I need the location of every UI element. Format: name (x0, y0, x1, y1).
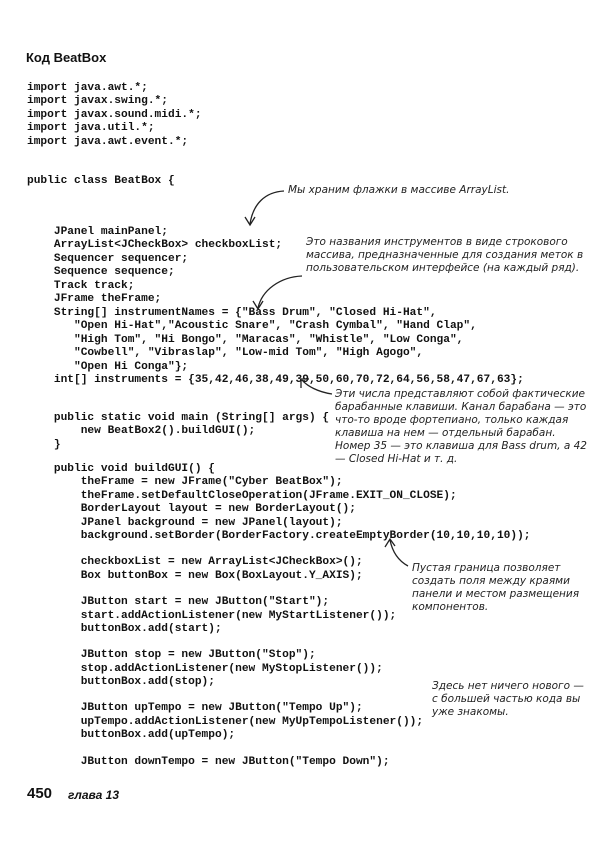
arrow-icon (253, 276, 302, 309)
code-line: import java.awt.event.*; (27, 135, 189, 148)
class-decl: public class BeatBox { (27, 175, 175, 187)
code-line: String[] instrumentNames = {"Bass Drum", "Closed Hi-Hat", (27, 307, 437, 319)
code-line: "High Tom", "Hi Bongo", "Maracas", "Whistle", "Low Conga", (27, 333, 464, 346)
code-line: Sequencer sequencer; (27, 252, 189, 265)
code-line: theFrame.setDefaultCloseOperation(JFrame.EXIT_ON_CLOSE); (27, 489, 457, 502)
code-line: Box buttonBox = new Box(BoxLayout.Y_AXIS); (27, 569, 363, 582)
code-line: theFrame = new JFrame("Cyber BeatBox"); (27, 476, 343, 489)
code-line: JPanel background = new JPanel(layout); (27, 516, 343, 529)
code-line: Track track; (27, 279, 135, 292)
annotation-drum-keys: Эти числа представляют собой фактические барабанные клавиши. Канал барабана — это что-то вроде фортепиано, только каждая клавиша на нем — отдельный барабан. Номер 35 — это клавиша для Bass drum, а 42 — Closed Hi-Hat и т. д. (335, 388, 587, 465)
code-line: JFrame theFrame; (27, 292, 162, 305)
code-line: "Open Hi-Hat","Acoustic Snare", "Crash Cymbal", "Hand Clap", (27, 320, 477, 333)
code-line: public void buildGUI() { (27, 463, 215, 475)
code-line: } (27, 438, 61, 451)
arrow-icon (245, 191, 284, 225)
code-line: int[] instruments = {35,42,46,38,49,39,50,60,70,72,64,56,58,47,67,63}; (27, 373, 524, 386)
code-line: import javax.sound.midi.*; (27, 108, 202, 121)
annotation-empty-border: Пустая граница позволяет создать поля между краями панели и местом размещения компонентов. (412, 562, 580, 613)
code-line: stop.addActionListener(new MyStopListener()); (27, 662, 383, 675)
code-line: buttonBox.add(stop); (27, 676, 215, 689)
code-line: "Cowbell", "Vibraslap", "Low-mid Tom", "High Agogo", (27, 347, 424, 360)
arrow-icon (301, 379, 332, 394)
annotation-nothing-new: Здесь нет ничего нового — с большей частью кода вы уже знакомы. (432, 680, 584, 718)
code-line: import javax.swing.*; (27, 95, 168, 108)
code-line: import java.awt.*; (27, 82, 148, 94)
section-title: Код BeatBox (26, 50, 107, 65)
code-line: import java.util.*; (27, 122, 155, 135)
code-line: checkboxList = new ArrayList<JCheckBox>(); (27, 556, 363, 569)
code-line: JButton start = new JButton("Start"); (27, 596, 330, 609)
code-line: public static void main (String[] args) { (27, 412, 330, 424)
code-line: new BeatBox2().buildGUI(); (27, 425, 256, 438)
code-line: start.addActionListener(new MyStartListener()); (27, 609, 397, 622)
code-line: JButton stop = new JButton("Stop"); (27, 649, 316, 662)
code-line: "Open Hi Conga"}; (27, 360, 189, 373)
code-line: Sequence sequence; (27, 266, 175, 279)
code-line: ArrayList<JCheckBox> checkboxList; (27, 239, 283, 252)
code-line: JButton downTempo = new JButton("Tempo Down"); (27, 755, 390, 768)
page-number: 450 (27, 785, 53, 802)
code-line: BorderLayout layout = new BorderLayout(); (27, 503, 356, 516)
code-line: upTempo.addActionListener(new MyUpTempoListener()); (27, 715, 424, 728)
code-line: JButton upTempo = new JButton("Tempo Up"); (27, 702, 363, 715)
code-line: buttonBox.add(upTempo); (27, 729, 236, 742)
annotation-arraylist: Мы храним флажки в массиве ArrayList. (288, 184, 510, 196)
code-line: buttonBox.add(start); (27, 622, 222, 635)
chapter-label: глава 13 (68, 788, 119, 802)
arrow-icon (385, 539, 408, 566)
annotation-instrument-names: Это названия инструментов в виде строкового массива, предназначенные для создания меток в пользовательском интерфейсе (на каждый ряд). (306, 236, 584, 274)
code-line: background.setBorder(BorderFactory.createEmptyBorder(10,10,10,10)); (27, 529, 531, 542)
code-line: JPanel mainPanel; (27, 226, 168, 238)
